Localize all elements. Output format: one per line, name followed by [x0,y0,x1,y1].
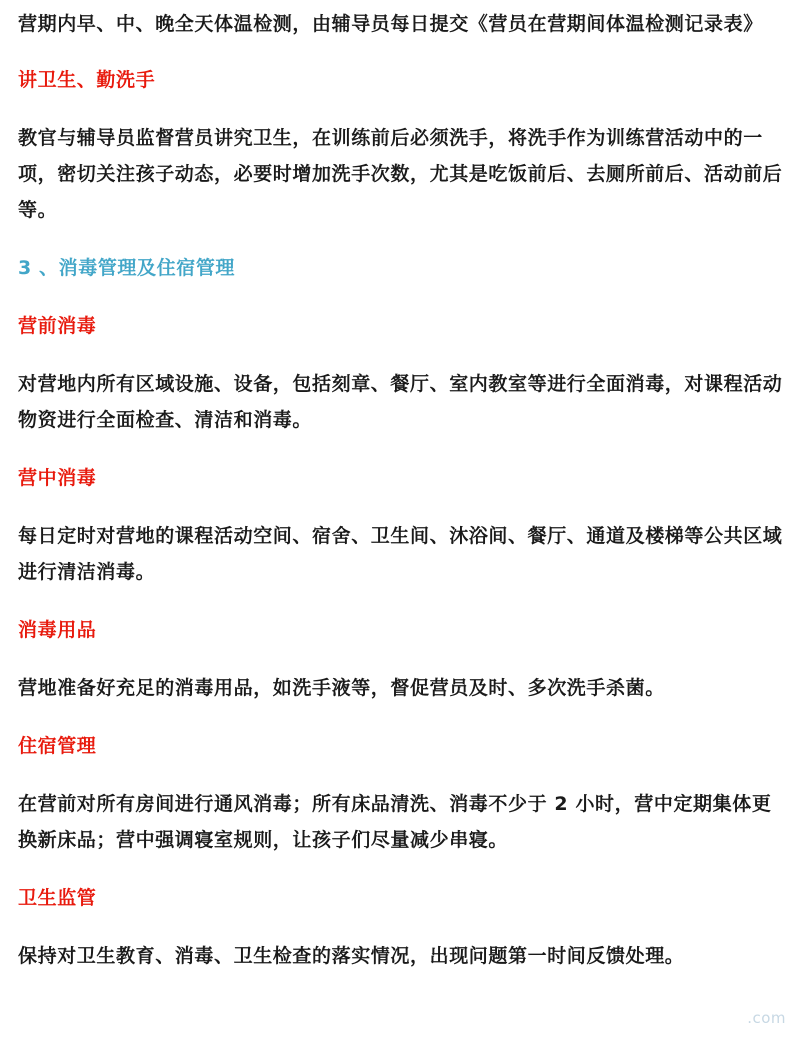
heading-disinfection-supplies: 消毒用品 [18,619,97,641]
heading-in-camp-disinfection: 营中消毒 [18,467,97,489]
heading-hygiene-supervision: 卫生监管 [18,887,97,909]
article-body [18,6,788,974]
paragraph-accommodation-management: 在营前对所有房间进行通风消毒；所有床品清洗、消毒不少于 2 小时，营中定期集体更换新床品；营中强调寝室规则，让孩子们尽量减少串寝。 [18,793,772,851]
paragraph-pre-camp-disinfection: 对营地内所有区域设施、设备，包括刻章、餐厅、室内教室等进行全面消毒，对课程活动物资进行全面检查、清洁和消毒。 [18,373,783,431]
paragraph-temperature-check: 营期内早、中、晚全天体温检测，由辅导员每日提交《营员在营期间体温检测记录表》 [18,13,763,35]
heading-hygiene-handwashing: 讲卫生、勤洗手 [18,69,156,91]
heading-accommodation-management: 住宿管理 [18,735,97,757]
watermark: .com [747,1009,786,1027]
section-heading-disinfection-accommodation: 3 、消毒管理及住宿管理 [18,257,236,279]
heading-pre-camp-disinfection: 营前消毒 [18,315,97,337]
paragraph-in-camp-disinfection: 每日定时对营地的课程活动空间、宿舍、卫生间、沐浴间、餐厅、通道及楼梯等公共区域进行清洁消毒。 [18,525,783,583]
paragraph-hygiene: 教官与辅导员监督营员讲究卫生，在训练前后必须洗手，将洗手作为训练营活动中的一项，密切关注孩子动态，必要时增加洗手次数，尤其是吃饭前后、去厕所前后、活动前后等。 [18,127,783,221]
paragraph-disinfection-supplies: 营地准备好充足的消毒用品，如洗手液等，督促营员及时、多次洗手杀菌。 [18,677,665,699]
paragraph-hygiene-supervision: 保持对卫生教育、消毒、卫生检查的落实情况，出现问题第一时间反馈处理。 [18,945,685,967]
